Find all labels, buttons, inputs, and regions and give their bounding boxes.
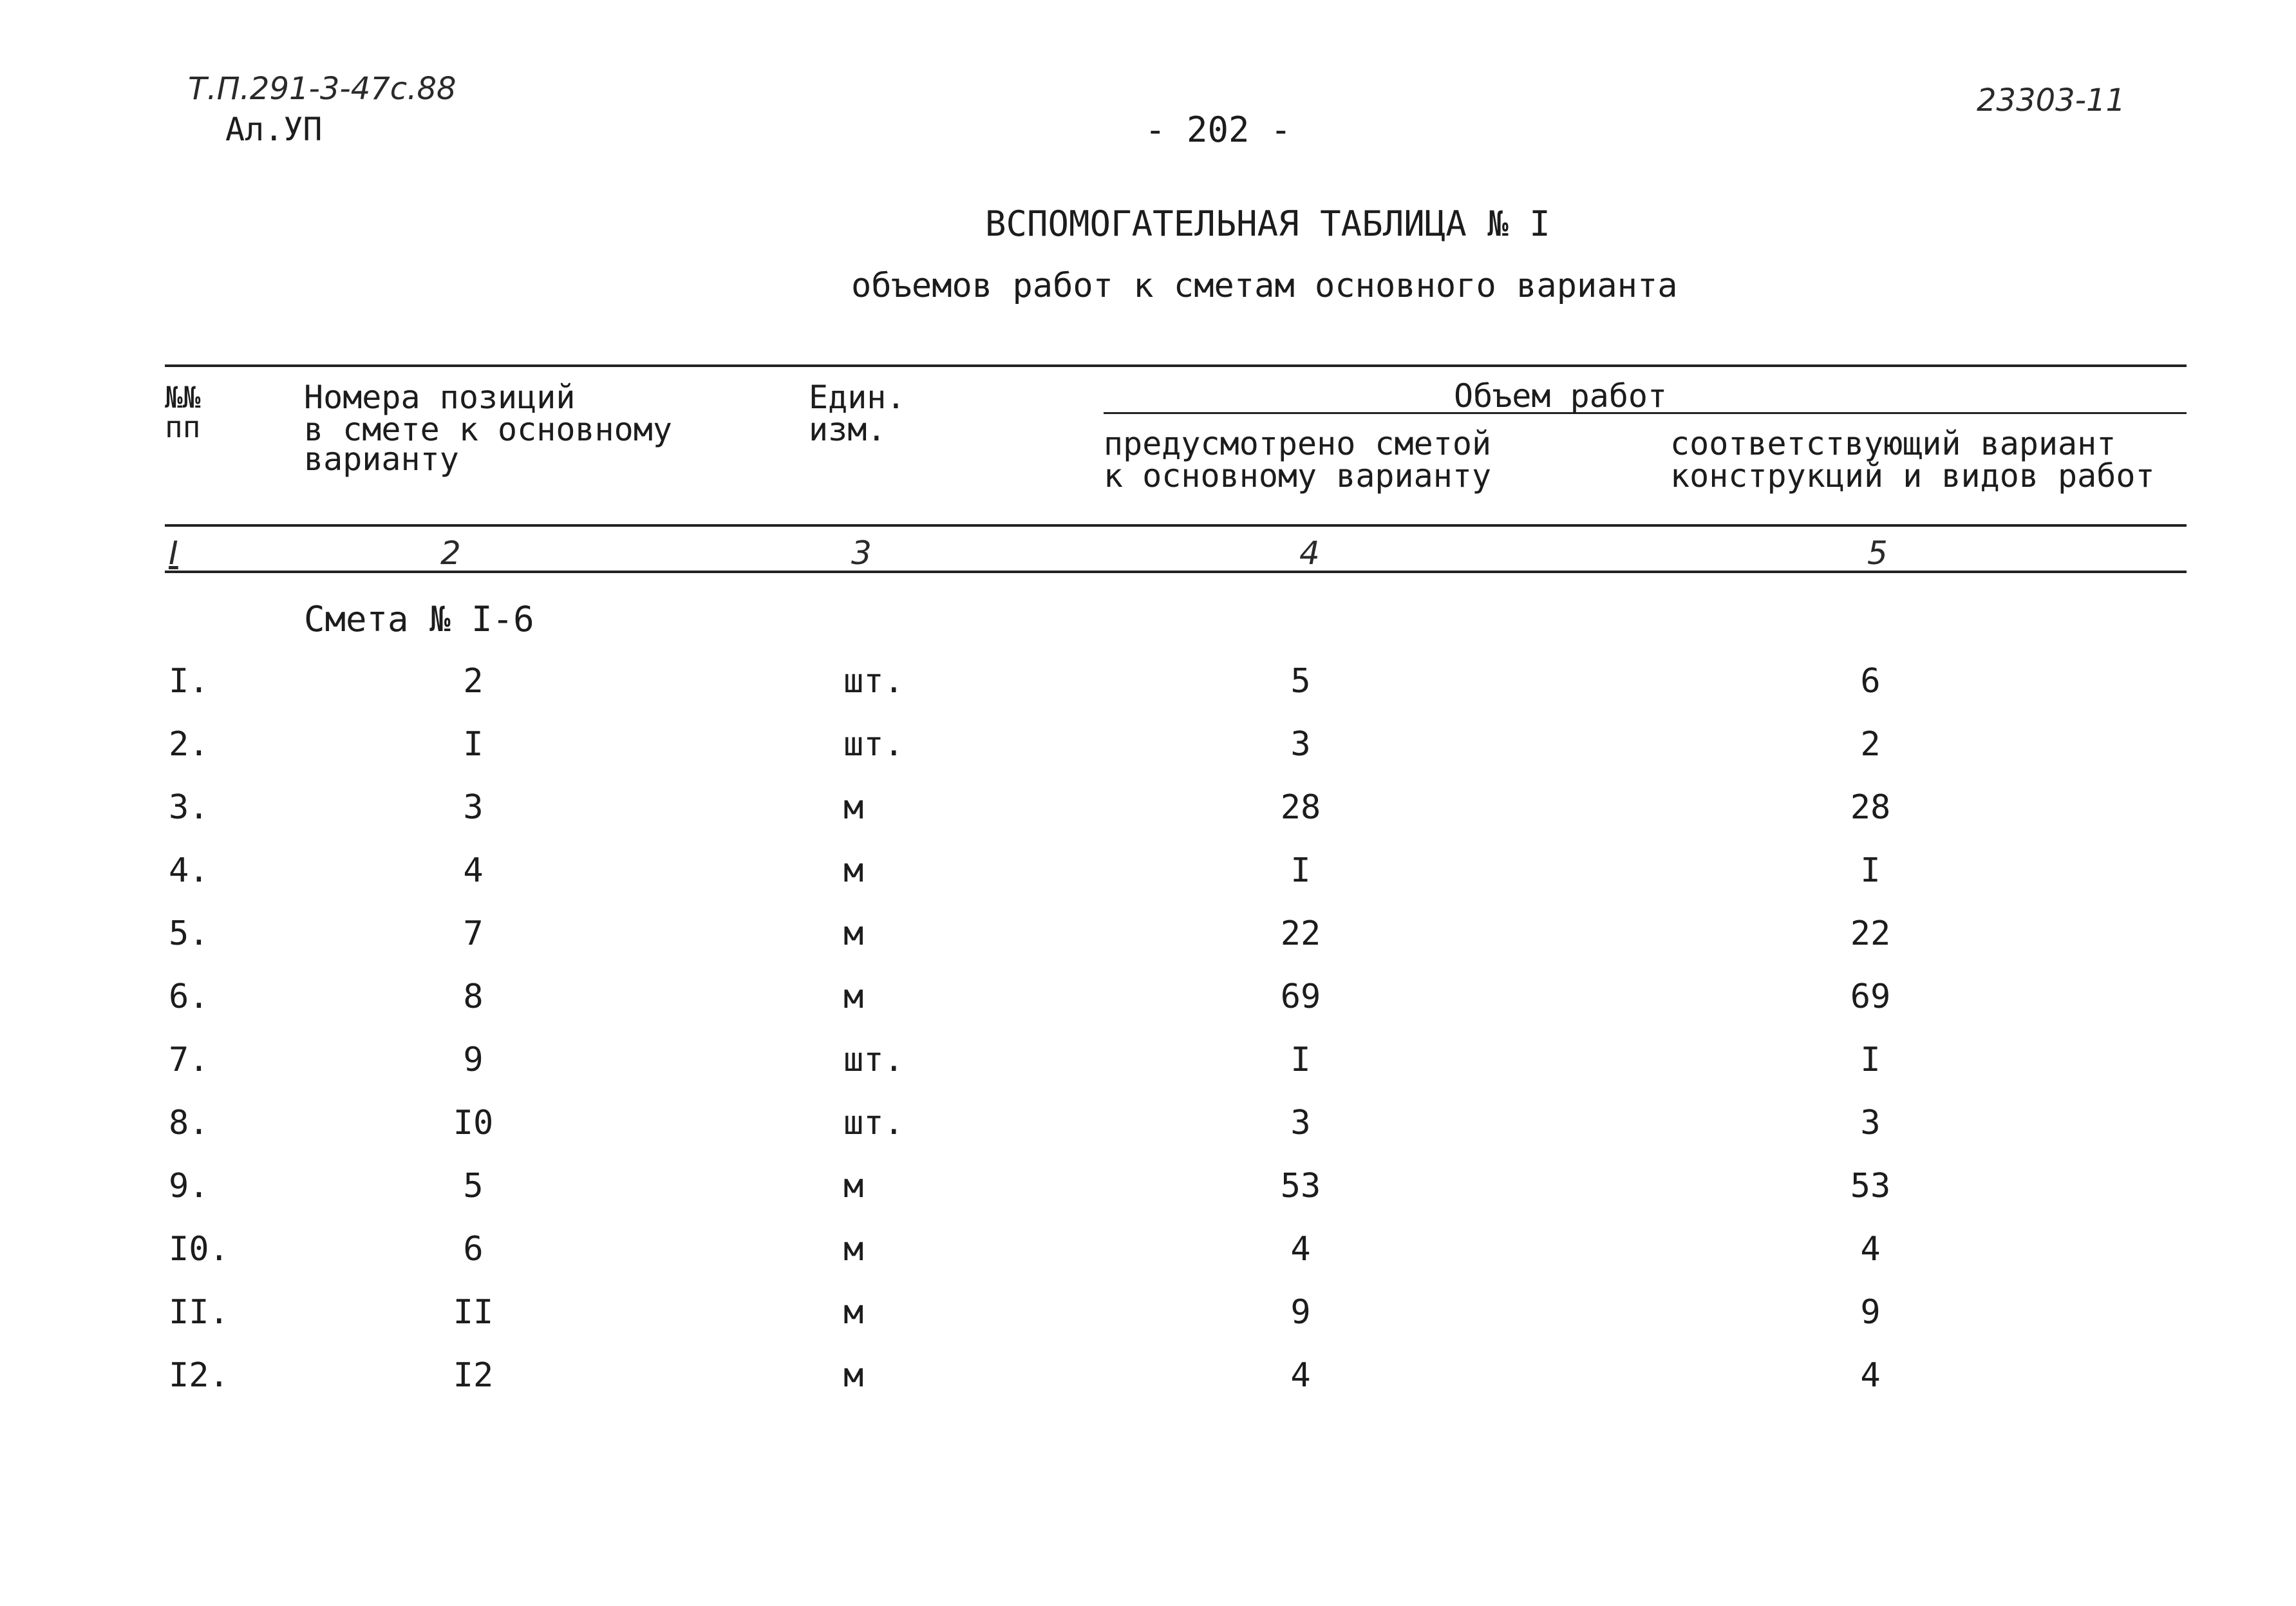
cell-variant: 2 — [1860, 725, 1881, 764]
column-number-1: I — [169, 534, 178, 572]
cell-variant: 3 — [1860, 1104, 1881, 1142]
cell-planned: I — [1290, 1041, 1311, 1079]
table-top-rule — [165, 364, 2187, 367]
table-title: ВСПОМОГАТЕЛЬНАЯ ТАБЛИЦА № I — [985, 203, 1550, 244]
cell-unit: шт. — [843, 725, 904, 764]
cell-unit: м — [843, 978, 864, 1016]
header-unit-line: Един. — [809, 379, 906, 416]
column-number-3: 3 — [851, 534, 872, 572]
header-position-line: Номера позиций — [304, 379, 576, 416]
cell-variant: 4 — [1860, 1356, 1881, 1395]
header-num-line: пп — [165, 410, 201, 444]
page-number: - 202 - — [1145, 109, 1292, 150]
cell-unit: м — [843, 1230, 864, 1269]
cell-variant: 6 — [1860, 662, 1881, 701]
header-planned-line: предусмотрено сметой — [1104, 425, 1492, 462]
cell-unit: м — [843, 1293, 864, 1332]
cell-unit: м — [843, 851, 864, 890]
cell-num: 4. — [169, 851, 209, 890]
cell-position: 7 — [463, 914, 484, 953]
cell-num: 2. — [169, 725, 209, 764]
cell-planned: 4 — [1290, 1356, 1311, 1395]
section-label: Смета № I-6 — [304, 599, 534, 639]
cell-planned: 28 — [1280, 788, 1321, 827]
cell-unit: м — [843, 788, 864, 827]
cell-position: 9 — [463, 1041, 484, 1079]
cell-planned: I — [1290, 851, 1311, 890]
cell-num: 5. — [169, 914, 209, 953]
cell-num: I. — [169, 662, 209, 701]
cell-position: 8 — [463, 978, 484, 1016]
cell-variant: 28 — [1850, 788, 1891, 827]
cell-planned: 3 — [1290, 725, 1311, 764]
cell-variant: I — [1860, 851, 1881, 890]
cell-position: 5 — [463, 1167, 484, 1205]
cell-variant: I — [1860, 1041, 1881, 1079]
cell-position: 4 — [463, 851, 484, 890]
cell-variant: 69 — [1850, 978, 1891, 1016]
cell-unit: м — [843, 1356, 864, 1395]
header-unit-line: изм. — [809, 411, 887, 448]
cell-position: 6 — [463, 1230, 484, 1269]
cell-unit: шт. — [843, 1041, 904, 1079]
cell-position: I — [463, 725, 484, 764]
column-number-4: 4 — [1299, 534, 1320, 572]
header-variant-line: конструкций и видов работ — [1670, 457, 2155, 495]
cell-planned: 9 — [1290, 1293, 1311, 1332]
cell-num: 8. — [169, 1104, 209, 1142]
cell-variant: 53 — [1850, 1167, 1891, 1205]
header-num-line: №№ — [165, 380, 201, 415]
header-variant-line: соответствующий вариант — [1670, 425, 2116, 462]
cell-num: 9. — [169, 1167, 209, 1205]
cell-variant: 22 — [1850, 914, 1891, 953]
cell-unit: шт. — [843, 662, 904, 701]
cell-num: I2. — [169, 1356, 229, 1395]
header-bottom-rule — [165, 524, 2187, 527]
cell-num: 6. — [169, 978, 209, 1016]
cell-planned: 3 — [1290, 1104, 1311, 1142]
cell-unit: шт. — [843, 1104, 904, 1142]
header-volume: Объем работ — [1454, 377, 1668, 415]
cell-position: II — [453, 1293, 494, 1332]
header-planned-line: к основному варианту — [1104, 457, 1492, 495]
column-number-2: 2 — [440, 534, 461, 572]
cell-variant: 9 — [1860, 1293, 1881, 1332]
cell-position: 2 — [463, 662, 484, 701]
cell-planned: 5 — [1290, 662, 1311, 701]
table-subtitle: объемов работ к сметам основного варианта — [851, 267, 1678, 305]
cell-planned: 4 — [1290, 1230, 1311, 1269]
cell-variant: 4 — [1860, 1230, 1881, 1269]
cell-unit: м — [843, 1167, 864, 1205]
column-number-5: 5 — [1867, 534, 1888, 572]
cell-planned: 69 — [1280, 978, 1321, 1016]
cell-position: I2 — [453, 1356, 494, 1395]
cell-num: 7. — [169, 1041, 209, 1079]
cell-unit: м — [843, 914, 864, 953]
document-code: Т.П.291-3-47с.88 — [188, 71, 456, 107]
cell-position: I0 — [453, 1104, 494, 1142]
header-position-line: в смете к основному — [304, 411, 672, 448]
cell-planned: 22 — [1280, 914, 1321, 953]
cell-num: II. — [169, 1293, 229, 1332]
header-position-line: варианту — [304, 440, 459, 478]
album-label: Ал.УП — [225, 111, 323, 148]
archive-number: 23303-11 — [1977, 82, 2126, 118]
cell-num: 3. — [169, 788, 209, 827]
cell-num: I0. — [169, 1230, 229, 1269]
cell-position: 3 — [463, 788, 484, 827]
cell-planned: 53 — [1280, 1167, 1321, 1205]
